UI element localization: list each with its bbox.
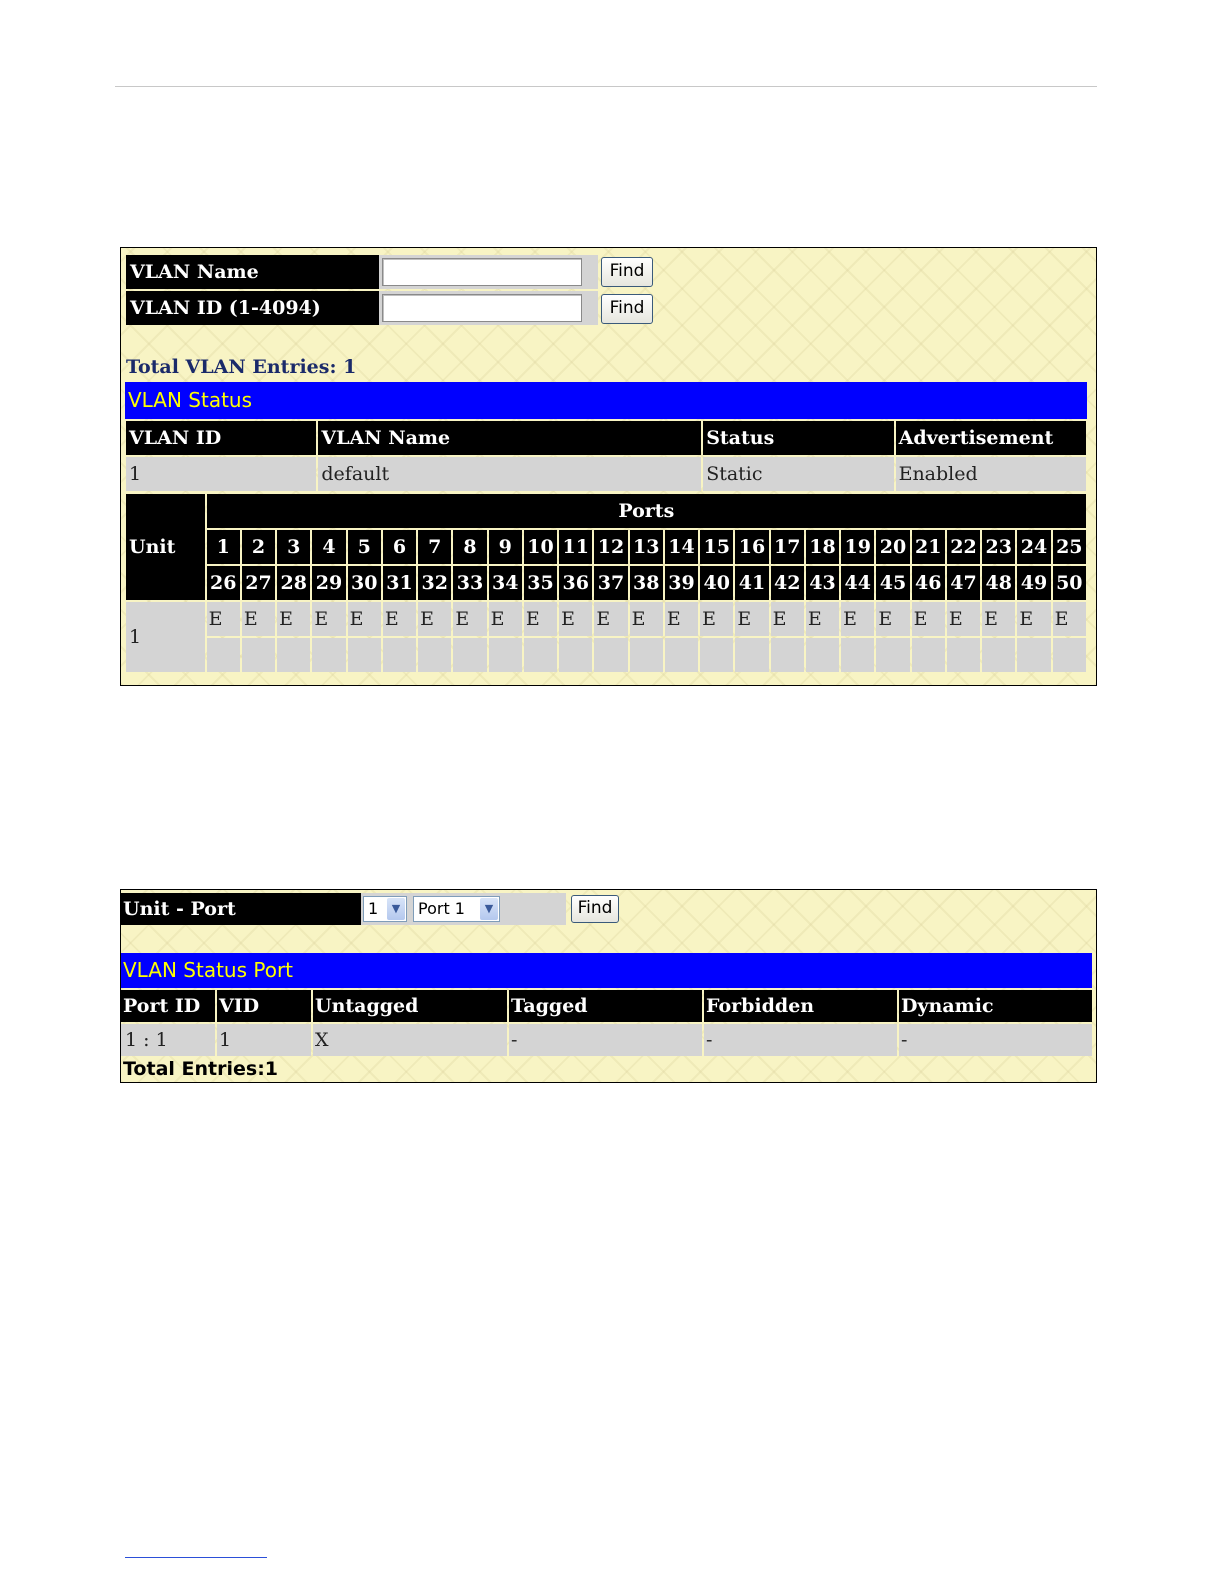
- port-number-header: 2: [242, 530, 275, 564]
- port-state-cell: [630, 638, 663, 672]
- total-entries: Total Entries:1: [123, 1058, 279, 1080]
- cell-forbidden: -: [704, 1024, 897, 1056]
- port-state-cell: E: [700, 602, 733, 636]
- port-state-cell: [524, 638, 557, 672]
- port-state-cell: E: [383, 602, 416, 636]
- port-number-header: 34: [489, 566, 522, 600]
- port-number-header: 5: [348, 530, 381, 564]
- port-number-header: 46: [912, 566, 945, 600]
- total-vlan-entries: Total VLAN Entries: 1: [126, 356, 357, 378]
- port-state-cell: [489, 638, 522, 672]
- port-number-header: 14: [665, 530, 698, 564]
- port-number-header: 42: [771, 566, 804, 600]
- unit-port-label: Unit - Port: [121, 893, 361, 925]
- port-number-header: 43: [806, 566, 839, 600]
- port-state-cell: E: [348, 602, 381, 636]
- port-state-cell: [806, 638, 839, 672]
- port-state-cell: [841, 638, 874, 672]
- port-number-header: 13: [630, 530, 663, 564]
- port-state-cell: E: [912, 602, 945, 636]
- port-find-button[interactable]: Find: [571, 895, 619, 923]
- port-state-cell: E: [735, 602, 768, 636]
- vlan-status-port-title: VLAN Status Port: [121, 953, 1092, 988]
- port-state-cell: [594, 638, 627, 672]
- header-status: Status: [703, 421, 893, 455]
- header-advertisement: Advertisement: [896, 421, 1086, 455]
- port-select-value: Port 1: [418, 899, 465, 918]
- port-state-cell: [771, 638, 804, 672]
- port-number-header: 44: [841, 566, 874, 600]
- header-port-id: Port ID: [121, 990, 215, 1022]
- port-state-cell: E: [453, 602, 486, 636]
- footer-link-underline: [125, 1557, 267, 1558]
- port-state-cell: [947, 638, 980, 672]
- port-state-cell: [453, 638, 486, 672]
- port-state-cell: [348, 638, 381, 672]
- port-number-header: 20: [876, 530, 909, 564]
- port-number-header: 17: [771, 530, 804, 564]
- port-state-cell: E: [1053, 602, 1086, 636]
- port-number-header: 15: [700, 530, 733, 564]
- port-number-header: 38: [630, 566, 663, 600]
- header-tagged: Tagged: [509, 990, 702, 1022]
- page-header-rule: [115, 86, 1097, 87]
- vlan-status-port-table: [119, 988, 1094, 1058]
- port-state-cell: E: [841, 602, 874, 636]
- port-number-header: 18: [806, 530, 839, 564]
- vlan-name-input[interactable]: [382, 258, 582, 286]
- port-state-cell: [277, 638, 310, 672]
- vlan-ports-table: [124, 492, 1088, 674]
- chevron-down-icon: ▼: [480, 898, 498, 920]
- port-number-header: 30: [348, 566, 381, 600]
- port-number-header: 24: [1017, 530, 1050, 564]
- vlan-status-table: [124, 419, 1088, 493]
- port-number-header: 47: [947, 566, 980, 600]
- port-state-cell: E: [489, 602, 522, 636]
- unit-select-value: 1: [368, 899, 379, 918]
- port-number-header: 22: [947, 530, 980, 564]
- port-number-header: 45: [876, 566, 909, 600]
- port-state-cell: E: [947, 602, 980, 636]
- port-state-cell: [700, 638, 733, 672]
- port-number-header: 49: [1017, 566, 1050, 600]
- header-vid: VID: [217, 990, 311, 1022]
- port-number-header: 21: [912, 530, 945, 564]
- header-untagged: Untagged: [313, 990, 507, 1022]
- cell-vid: 1: [217, 1024, 311, 1056]
- vlan-id-find-button[interactable]: Find: [601, 294, 653, 324]
- port-state-cell: E: [771, 602, 804, 636]
- cell-untagged: X: [313, 1024, 507, 1056]
- cell-status: Static: [703, 457, 893, 491]
- port-state-cell: [207, 638, 240, 672]
- vlan-status-title: VLAN Status: [125, 382, 1087, 419]
- port-state-cell: E: [242, 602, 275, 636]
- port-number-header: 35: [524, 566, 557, 600]
- vlan-id-label: VLAN ID (1-4094): [126, 291, 379, 325]
- cell-port-id: 1 : 1: [121, 1024, 215, 1056]
- cell-tagged: -: [509, 1024, 702, 1056]
- port-state-cell: [559, 638, 592, 672]
- port-number-header: 33: [453, 566, 486, 600]
- port-state-cell: E: [559, 602, 592, 636]
- port-state-cell: E: [806, 602, 839, 636]
- port-number-header: 37: [594, 566, 627, 600]
- port-number-header: 11: [559, 530, 592, 564]
- port-state-cell: [912, 638, 945, 672]
- port-number-header: 28: [277, 566, 310, 600]
- port-number-header: 36: [559, 566, 592, 600]
- port-number-header: 50: [1053, 566, 1086, 600]
- port-number-header: 1: [207, 530, 240, 564]
- port-number-header: 26: [207, 566, 240, 600]
- port-number-header: 23: [982, 530, 1015, 564]
- port-state-cell: E: [982, 602, 1015, 636]
- port-number-header: 16: [735, 530, 768, 564]
- port-state-cell: E: [876, 602, 909, 636]
- cell-advertisement: Enabled: [896, 457, 1086, 491]
- port-number-header: 41: [735, 566, 768, 600]
- cell-dynamic: -: [899, 1024, 1092, 1056]
- header-ports: Ports: [207, 494, 1086, 528]
- port-state-cell: E: [312, 602, 345, 636]
- port-state-cell: [665, 638, 698, 672]
- port-number-header: 4: [312, 530, 345, 564]
- port-state-cell: [982, 638, 1015, 672]
- header-dynamic: Dynamic: [899, 990, 1092, 1022]
- port-state-cell: [1017, 638, 1050, 672]
- port-number-header: 8: [453, 530, 486, 564]
- port-number-header: 9: [489, 530, 522, 564]
- port-number-header: 12: [594, 530, 627, 564]
- port-state-cell: [312, 638, 345, 672]
- port-number-header: 48: [982, 566, 1015, 600]
- vlan-name-find-button[interactable]: Find: [601, 257, 653, 287]
- header-unit: Unit: [126, 494, 205, 600]
- unit-select[interactable]: [363, 896, 407, 922]
- port-number-header: 6: [383, 530, 416, 564]
- port-number-header: 27: [242, 566, 275, 600]
- port-number-header: 10: [524, 530, 557, 564]
- port-number-header: 7: [418, 530, 451, 564]
- port-state-cell: E: [524, 602, 557, 636]
- port-state-cell: E: [207, 602, 240, 636]
- port-number-header: 19: [841, 530, 874, 564]
- port-state-cell: E: [665, 602, 698, 636]
- port-number-header: 31: [383, 566, 416, 600]
- port-state-cell: [1053, 638, 1086, 672]
- cell-vlan-id: 1: [126, 457, 316, 491]
- port-state-cell: [418, 638, 451, 672]
- port-state-cell: E: [594, 602, 627, 636]
- port-state-cell: [383, 638, 416, 672]
- port-number-header: 39: [665, 566, 698, 600]
- port-number-header: 29: [312, 566, 345, 600]
- vlan-name-label: VLAN Name: [126, 255, 379, 289]
- port-select[interactable]: [413, 896, 500, 922]
- port-state-cell: E: [1017, 602, 1050, 636]
- cell-unit: 1: [126, 602, 205, 672]
- header-vlan-id: VLAN ID: [126, 421, 316, 455]
- port-state-cell: [242, 638, 275, 672]
- vlan-id-input[interactable]: [382, 294, 582, 322]
- port-state-cell: E: [418, 602, 451, 636]
- header-forbidden: Forbidden: [704, 990, 897, 1022]
- port-number-header: 32: [418, 566, 451, 600]
- chevron-down-icon: ▼: [387, 898, 405, 920]
- port-number-header: 3: [277, 530, 310, 564]
- port-state-cell: E: [630, 602, 663, 636]
- port-state-cell: E: [277, 602, 310, 636]
- port-state-cell: [735, 638, 768, 672]
- port-number-header: 25: [1053, 530, 1086, 564]
- port-number-header: 40: [700, 566, 733, 600]
- cell-vlan-name: default: [318, 457, 701, 491]
- header-vlan-name: VLAN Name: [318, 421, 701, 455]
- port-state-cell: [876, 638, 909, 672]
